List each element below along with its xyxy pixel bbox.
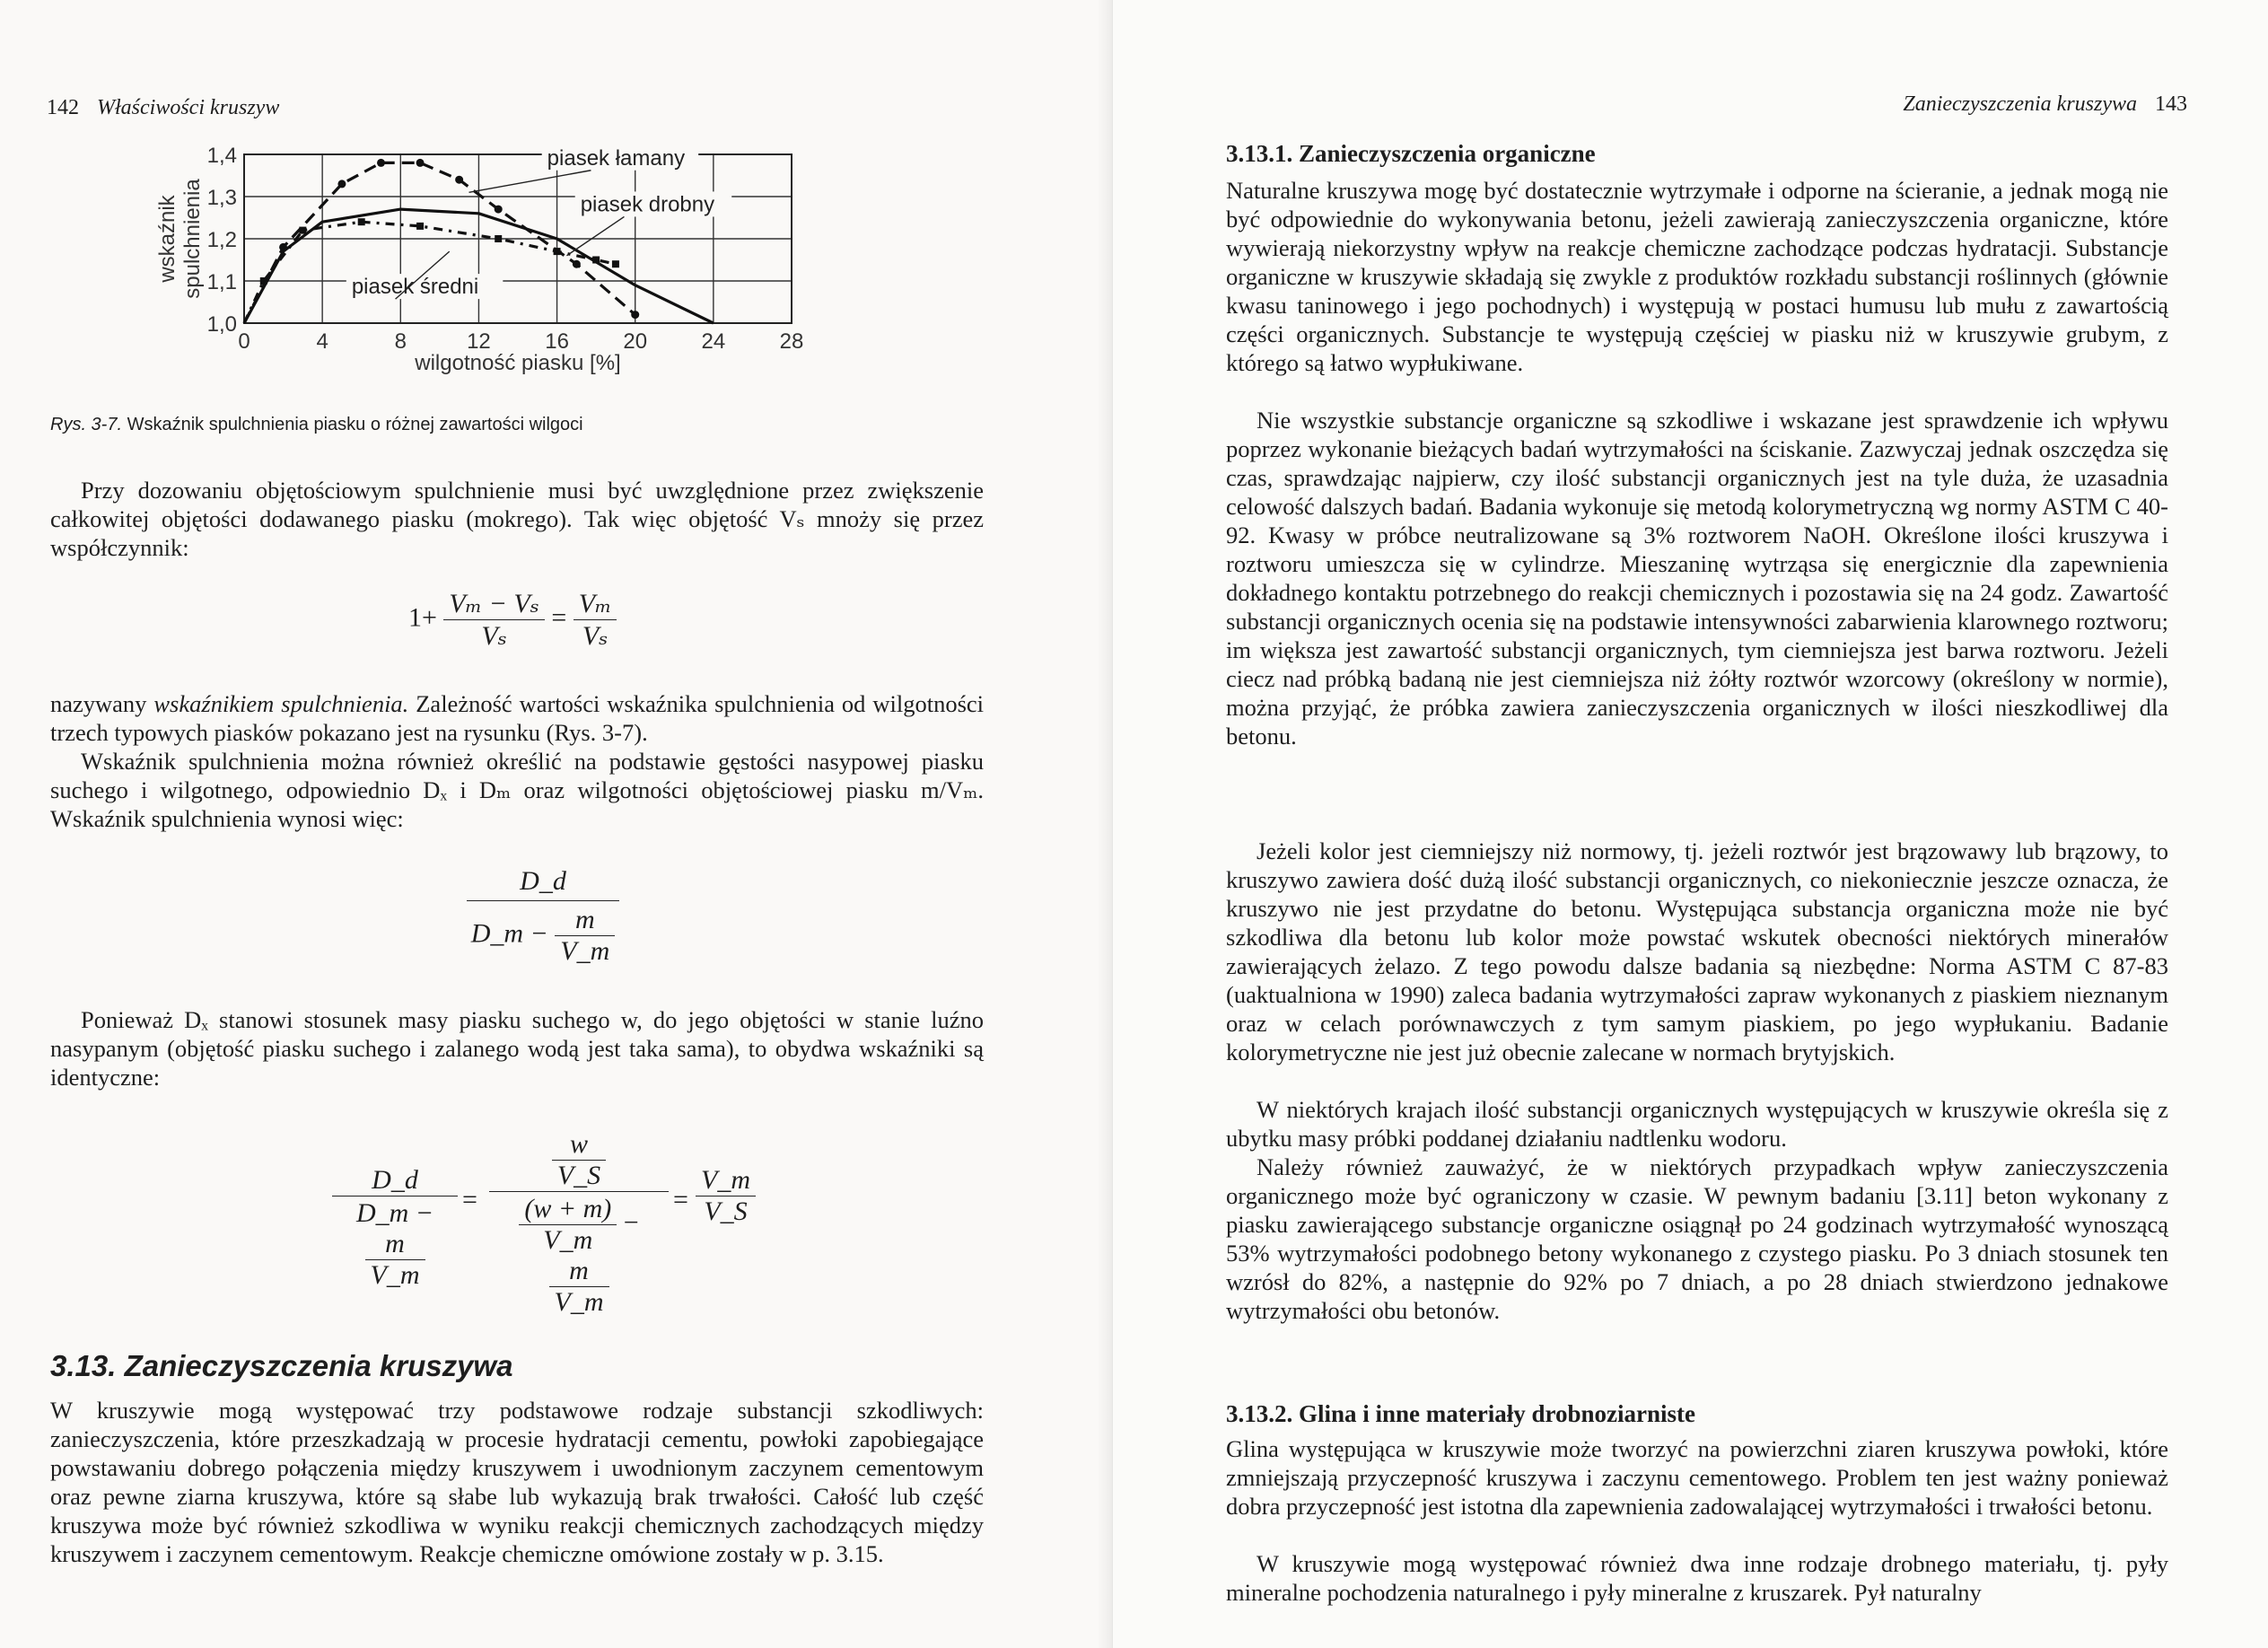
y-tick-label: 1,4	[206, 144, 237, 168]
running-head-right	[1903, 92, 2187, 117]
data-point	[495, 206, 503, 214]
paragraph-impurities: W kruszywie mogą występować trzy podstawowe rodzaje substancji szkodliwych: zanieczyszczenia, które przeszkadzają w procesie hydratacji cementu, powłoki zapobiegające powstawaniu dobrego połączenia między kruszywem i uwodnionym zaczynem cementowym oraz pewne ziarna kruszywa, które są słabe lub wykazują brak trwałości. Całość lub część kruszywa może być również szkodliwa w wyniku reakcji chemicznych zachodzących między kruszywem i zaczynem cementowym. Reakcje chemiczne omówione zostały w p. 3.15.	[50, 1397, 984, 1567]
chart-grid	[244, 154, 792, 323]
paragraph-bulking-4: Ponieważ Dₓ stanowi stosunek masy piasku suchego w, do jego objętości w stanie luźno nasypanym (objętość piasku suchego i zalanego wodą jest taka sama), to obydwa wskaźniki są identyczne:	[50, 1006, 984, 1091]
paragraph-organic-3: Jeżeli kolor jest ciemniejszy niż normowy, tj. jeżeli roztwór jest brązowawy lub brązowy, to kruszywo zawiera dość dużą ilość substancji organicznych, co niekoniecznie jeszcze oznacza, że kruszywo nie jest przydatne do betonu. Występująca substancja organiczna może nie być szkodliwa dla betonu lub kolor może powstać wskutek obecności niektórych minerałów zawierających żelazo. Z tego powodu dalsze badania są niezbędne: Norma ASTM C 87-83 (uaktualniona w 1990) zaleca badania wytrzymałości zapraw wykonanych z piaskiem nieznanym oraz w celach porównawczych z tym samym piaskiem, po jego wypłukaniu. Badanie kolorymetryczne nie jest już obecnie zalecane w normach brytyjskich.	[1226, 837, 2168, 1065]
data-point	[416, 159, 425, 167]
x-tick-label: 20	[623, 329, 648, 354]
page-number-right: 143	[2155, 92, 2187, 116]
moisture-bulking-chart	[153, 135, 933, 395]
data-point	[299, 227, 306, 234]
para2-rest: Zależność wartości wskaźnika spulchnienia od wilgotności trzech typowych piasków pokazano jest na rysunku (Rys. 3-7).	[50, 690, 985, 746]
heading-3-13-2: 3.13.2. Glina i inne materiały drobnoziarniste	[1226, 1400, 1696, 1427]
eq3-dm: D_m −	[355, 1198, 434, 1228]
equation-bulking-factor	[408, 588, 617, 652]
right-page	[1113, 0, 2268, 1648]
x-tick-label: 4	[316, 329, 328, 354]
data-point	[455, 176, 463, 184]
equation-identity	[332, 1129, 750, 1317]
eq1-one: 1+	[408, 602, 437, 633]
x-tick-label: 0	[238, 329, 250, 354]
data-point	[592, 257, 600, 264]
series-label: piasek drobny	[580, 192, 715, 217]
eq2-numerator: D_d	[467, 866, 619, 901]
eq3-vm-3: V_m	[554, 1287, 604, 1317]
eq3-wm: (w + m)	[519, 1194, 617, 1225]
series-label: piasek łamany	[547, 145, 686, 171]
eq3-minus: −	[623, 1207, 639, 1238]
x-tick-label: 8	[394, 329, 407, 354]
para2-emphasis: wskaźnikiem spulchnienia.	[153, 690, 409, 717]
eq3-dd: D_d	[332, 1165, 458, 1197]
paragraph-bulking-2	[50, 689, 984, 747]
x-tick-label: 24	[701, 329, 726, 354]
eq3-vm: V_m	[370, 1260, 420, 1290]
figure-caption-prefix: Rys. 3-7.	[50, 415, 123, 434]
eq1-equals: =	[551, 602, 567, 633]
heading-3-13-1: 3.13.1. Zanieczyszczenia organiczne	[1226, 140, 1596, 167]
y-tick-label: 1,3	[206, 186, 237, 210]
figure-caption	[50, 415, 583, 435]
section-heading-3-13: 3.13. Zanieczyszczenia kruszywa	[50, 1349, 513, 1382]
left-page	[0, 0, 1113, 1648]
paragraph-clay-1: Glina występująca w kruszywie może tworzyć na powierzchni ziaren kruszywa powłoki, które zmniejszają przyczepność kruszywa i zaczynu cementowego. Problem ten jest ważny ponieważ dobra przyczepność jest istotna dla zapewnienia zadowalającej wytrzymałości i trwałości betonu.	[1226, 1435, 2168, 1520]
eq3-m: m	[365, 1229, 425, 1260]
series-label: piasek średni	[351, 275, 479, 300]
y-axis-label: spulchnienia	[180, 179, 205, 299]
eq3-m-2: m	[549, 1256, 609, 1287]
data-point	[260, 277, 267, 285]
page-number-left: 142	[47, 96, 79, 119]
running-head-left	[47, 96, 279, 120]
series-line-piasek-łamany	[244, 162, 635, 323]
paragraph-organic-2: Nie wszystkie substancje organiczne są szkodliwe i wskazane jest sprawdzenie ich wpływu poprzez wykonanie bieżących badań wytrzymałości na ściskanie. Zazwyczaj jednak oszczędza się czas, sprawdzając najpierw, czy ilość substancji organicznych jest na tyle duża, że uzasadnia celowość dalszych badań. Badania wykonuje się metodą kolorymetryczną wg normy ASTM C 40-92. Kwasy w próbce neutralizowane są 3% roztworem NaOH. Określone ilości kruszywa i roztworu umieszcza się w cylindrze. Mieszaninę wytrząsa się energicznie dla zapewnienia dokładnego kontaktu potrzebnego do reakcji chemicznych i pozostawia się na 24 godz. Zawartość substancji organicznych ocenia się na podstawie intensywności zabarwienia klarownego roztworu; im większa jest zawartość substancji organicznych, tym ciemniejsza jest barwa roztworu. Jeżeli ciecz nad próbką badaną nie jest ciemniejsza niż żółty roztwór wzorcowy (określony w normie), można przyjąć, że próbka zawiera zanieczyszczenia organicznych w ilości nieszkodliwej dla betonu.	[1226, 407, 2168, 749]
eq3-vm-2: V_m	[543, 1225, 593, 1255]
series-label-leader	[566, 216, 624, 255]
paragraph-clay-2: W kruszywie mogą występować również dwa inne rodzaje drobnego materiału, tj. pyły mineralne pochodzenia naturalnego i pyły mineralne z kruszarek. Pył naturalny	[1226, 1550, 2168, 1606]
running-head-title-left: Właściwości kruszyw	[97, 96, 280, 119]
paragraph-bulking-3: Wskaźnik spulchnienia można również określić na podstawie gęstości nasypowej piasku suchego i wilgotnego, odpowiednio Dₓ i Dₘ oraz wilgotności objętościowej piasku m/Vₘ. Wskaźnik spulchnienia wynosi więc:	[50, 748, 984, 832]
eq3-equals: =	[462, 1185, 477, 1214]
eq3-vs-den: V_S	[704, 1197, 748, 1226]
eq2-m: m	[555, 905, 615, 936]
eq3-equals-2: =	[673, 1185, 688, 1214]
y-tick-label: 1,2	[206, 228, 237, 252]
data-point	[631, 311, 639, 319]
y-tick-label: 1,1	[206, 270, 237, 294]
data-point	[612, 260, 619, 267]
paragraph-organic-5: Należy również zauważyć, że w niektórych przypadkach wpływ zanieczyszczenia organicznego może być ograniczony w czasie. W pewnym badaniu [3.11] beton wykonany z piasku zawierającego substancje organiczne osiągnął po 24 godzinach wytrzymałość wynoszącą 53% wytrzymałości podobnego betony wykonanego z czystego piasku. Po 3 dniach stosunek ten wzrósł do 82%, a następnie do 92% po 7 dniach, a po 28 dniach stwierdzono jednakowe wytrzymałości obu betonów.	[1226, 1153, 2168, 1324]
data-point	[554, 248, 561, 255]
eq2-dm: D_m −	[470, 918, 548, 949]
data-point	[495, 235, 502, 242]
paragraph-organic-4: W niektórych krajach ilość substancji organicznych występujących w kruszywie określa się z ubytku masy próbki poddanej działaniu nadtlenku wodoru.	[1226, 1096, 2168, 1152]
eq3-vs: V_S	[556, 1161, 601, 1190]
paragraph-organic-1: Naturalne kruszywa mogę być dostatecznie wytrzymałe i odporne na ścieranie, a jednak mogą nie być odpowiednie do wykonywania betonu, jeżeli zawierają zanieczyszczenia organiczne, które wywierają niekorzystny wpływ na reakcje chemiczne zachodzące podczas hydratacji. Substancje organiczne w kruszywie składają się zwykle z produktów rozkładu substancji roślinnych (głównie kwasu taninowego i jego pochodnych) i występują w postaci humusu lub mułu z zawartością części organicznych. Substancje te występują częściej w piasku niż w kruszywie grubym, z którego są łatwo wypłukiwane.	[1226, 177, 2168, 376]
eq1-denominator-2: Vₛ	[582, 621, 609, 651]
para2-start: nazywany	[50, 690, 147, 717]
data-point	[416, 223, 424, 230]
data-point	[337, 180, 346, 188]
x-tick-label: 28	[779, 329, 804, 354]
paragraph-bulking-1: Przy dozowaniu objętościowym spulchnienie musi być uwzględnione przez zwiększenie całkowitej objętości dodawanego piasku (mokrego). Tak więc objętość Vₛ mnoży się przez współczynnik:	[50, 477, 984, 561]
eq3-w: w	[552, 1129, 606, 1161]
data-point	[573, 260, 581, 268]
eq1-denominator: Vₛ	[481, 621, 507, 651]
y-axis-label: wskaźnik	[155, 195, 180, 283]
data-point	[358, 218, 365, 225]
eq3-vm-num: V_m	[696, 1165, 756, 1197]
eq1-numerator: Vₘ − Vₛ	[443, 588, 544, 620]
eq1-numerator-2: Vₘ	[574, 588, 617, 620]
eq2-vm: V_m	[560, 936, 610, 966]
y-tick-label: 1,0	[206, 312, 237, 337]
x-axis-label: wilgotność piasku [%]	[415, 351, 621, 375]
data-point	[377, 159, 385, 167]
figure-caption-text: Wskaźnik spulchnienia piasku o różnej zawartości wilgoci	[127, 415, 583, 434]
running-head-title-right: Zanieczyszczenia kruszywa	[1903, 92, 2137, 116]
equation-density-ratio	[467, 866, 619, 967]
x-tick-label: 16	[545, 329, 569, 354]
series-label-leader	[469, 171, 591, 193]
x-tick-label: 12	[467, 329, 491, 354]
chart-labels	[155, 144, 803, 375]
